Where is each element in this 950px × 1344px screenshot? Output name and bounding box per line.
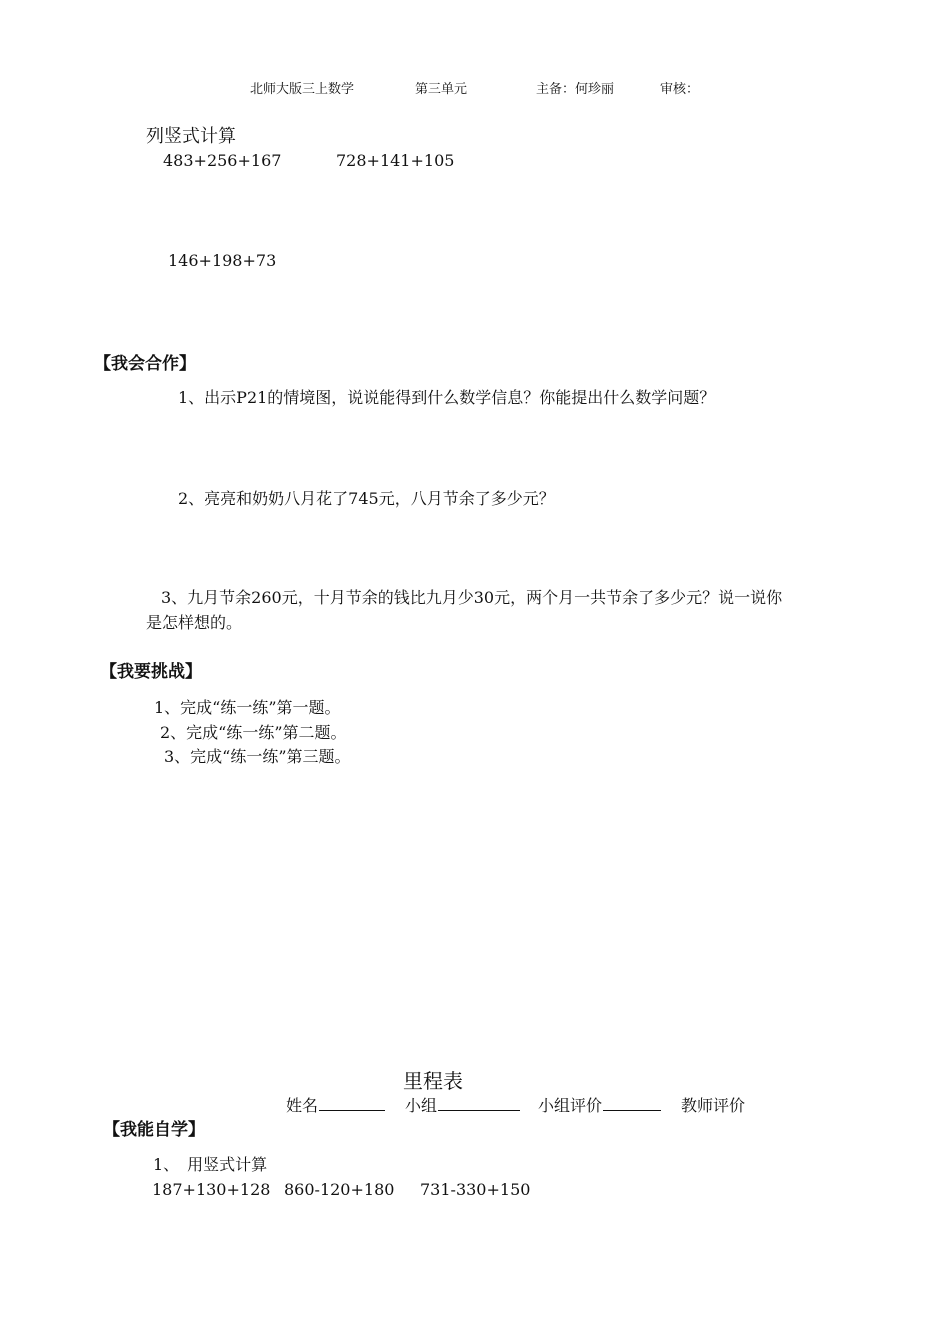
header-book: 北师大版三上数学 [250, 82, 355, 97]
milestone-title: 里程表 [403, 1069, 463, 1093]
challenge-item: 3、完成“练一练”第三题。 [164, 747, 351, 766]
challenge-item: 2、完成“练一练”第二题。 [160, 723, 347, 742]
cooperate-item-cont: 是怎样想的。 [146, 613, 243, 632]
calc-problem: 728+141+105 [336, 151, 455, 170]
milestone-field-name [286, 1098, 385, 1114]
cooperate-item: 1、出示P21的情境图，说说能得到什么数学信息？你能提出什么数学问题？ [178, 388, 716, 407]
vertical-calc-heading: 列竖式计算 [146, 126, 236, 147]
header-unit: 第三单元 [415, 82, 468, 97]
calc-problem: 860-120+180 [284, 1180, 395, 1199]
milestone-field-teacher-eval: 教师评价 [681, 1096, 746, 1115]
header-reviewer: 审核： [660, 82, 700, 97]
cooperate-item: 3、九月节余260元，十月节余的钱比九月少30元，两个月一共节余了多少元？说一说你 [161, 588, 783, 607]
field-label: 小组 [405, 1096, 438, 1115]
self-study-item: 1、 用竖式计算 [153, 1155, 268, 1174]
challenge-heading: 【我要挑战】 [100, 662, 202, 682]
calc-problem: 187+130+128 [152, 1180, 271, 1199]
calc-problem: 146+198+73 [168, 251, 277, 270]
name-blank[interactable] [319, 1109, 385, 1111]
group-blank[interactable] [438, 1109, 520, 1111]
field-label: 小组评价 [538, 1096, 603, 1115]
field-label: 姓名 [286, 1096, 319, 1115]
milestone-field-group [405, 1098, 520, 1114]
header-preparer: 主备：何珍丽 [536, 82, 615, 97]
calc-problem: 483+256+167 [163, 151, 282, 170]
calc-problem: 731-330+150 [420, 1180, 531, 1199]
group-eval-blank[interactable] [603, 1109, 661, 1111]
challenge-item: 1、完成“练一练”第一题。 [154, 698, 341, 717]
self-study-heading: 【我能自学】 [103, 1120, 205, 1140]
cooperate-item: 2、亮亮和奶奶八月花了745元，八月节余了多少元？ [178, 489, 555, 508]
cooperate-heading: 【我会合作】 [94, 354, 196, 374]
milestone-field-group-eval [538, 1098, 661, 1114]
